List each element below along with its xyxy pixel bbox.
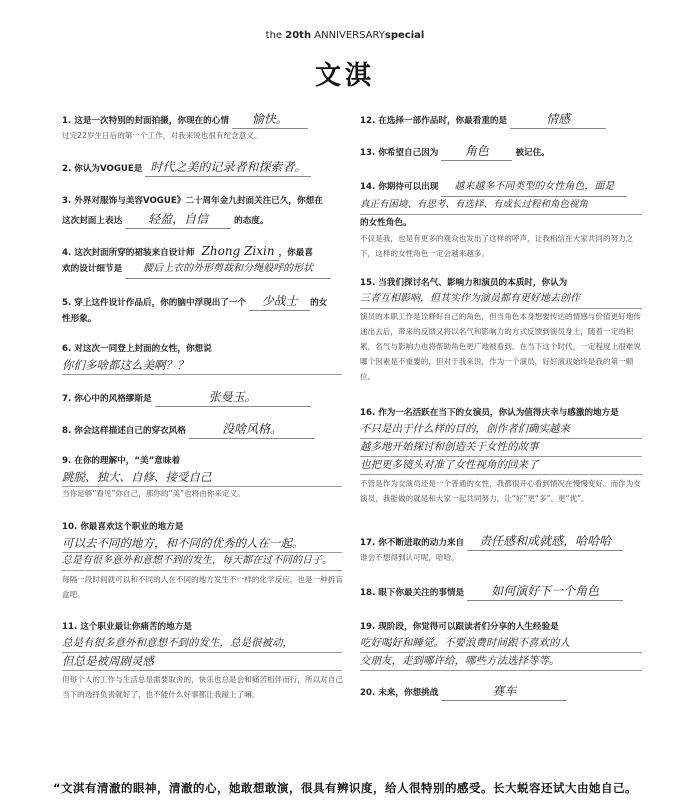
q16-answer-line2: 越多地开始探讨和创造关于女性的故事 xyxy=(360,438,642,457)
q19-answer-line2: 交朋友，走到哪许给，哪些方法选择等等。 xyxy=(360,652,642,671)
q17-note: 谁会不想得到认可呢，哈哈。 xyxy=(360,553,459,562)
q15-prompt: 15. 当我们探讨名气、影响力和演员的本质时，你认为 xyxy=(360,278,568,288)
q2-answer: 时代之美的记录者和探索者。 xyxy=(145,158,311,177)
q19-answer-line1: 吃好喝好和睡觉。不要浪费时间跟不喜欢的人 xyxy=(360,634,642,653)
q18-prompt: 18. 眼下你最关注的事情是 如何演好下一个角色 xyxy=(360,582,623,602)
q17-answer: 责任感和成就感，哈哈哈 xyxy=(467,532,623,551)
q8-answer: 没啥风格。 xyxy=(189,420,315,439)
q20-prompt: 20. 未来，你想挑战 赛车 xyxy=(360,682,567,702)
q14-answer-line1: 越来越多不同类型的女性角色，面是 xyxy=(441,178,627,197)
pull-quote: “文淇有清澈的眼神，清澈的心，她敢想敢演，很具有辨识度，给人很特别的感受。长大蜕容还试大由她自己。 xyxy=(52,781,638,795)
q10-answer-line1: 可以去不同的地方，和不同的优秀的人在一起。 xyxy=(62,534,342,553)
q10-answer-line2: 总是有很多意外和意想不到的发生，每天都在过不同的日子。 xyxy=(62,552,342,571)
q4-designer: Zhong Zixin xyxy=(198,242,279,261)
q14-suffix: 的女性角色。 xyxy=(360,218,412,228)
q4-answer: 腰后上衣的外形剪裁和分绳般呼的形状 xyxy=(125,260,331,279)
q9-prompt: 9. 在你的理解中，“美”意味着 xyxy=(62,456,181,466)
q16-note: 不管是作为女演员还是一个普通的女性，我都很开心看到情况在慢慢变好。而作为女演员，我能做的就是和大家一起共同努力，让“好”更“多”、更“优”。 xyxy=(360,479,641,503)
q3-prompt-line2: 这次封面上表达 轻盈，自信 的态度。 xyxy=(62,210,269,230)
q5-answer: 少战士 xyxy=(249,292,310,311)
q15-note: 演员的本职工作是诠释好自己的角色，但当角色本身想要传达的情感与价值更好地传递出去后，带来的反馈又将以名气和影响力的方式反馈到演员身上，随着一定的积累，名气与影响力也将帮助角色更广地被看到。在当下这个时代，一定程度上很难说哪个因素是不重要的，但对于我来说，作为一个演员，好好演戏始终是我的第一顺位。 xyxy=(360,312,641,381)
q10-prompt: 10. 你最喜欢这个职业的地方是 xyxy=(62,522,184,532)
q11-note: 但每个人的工作与生活总是需要取舍的，快乐也总是会和痛苦相伴而行，所以对自己当下的选择负责就好了，也不能什么好事都让我碰上了嘛。 xyxy=(62,675,343,699)
q3-answer: 轻盈，自信 xyxy=(125,210,231,229)
q16-prompt: 16. 作为一名活跃在当下的女演员，你认为值得庆幸与感激的地方是 xyxy=(360,408,619,418)
q18-answer: 如何演好下一个角色 xyxy=(467,582,623,601)
anniversary-header: the 20th ANNIVERSARYspecial xyxy=(265,30,425,41)
q14-prompt: 14. 你期待可以出现 越来越多不同类型的女性角色，面是 xyxy=(360,178,627,197)
q14-answer-line2: 真正有困境、有思考、有选择、有成长过程和角色视角 xyxy=(360,196,642,215)
q5-prompt: 5. 穿上这件设计作品后，你的脑中浮现出了一个 少战士 的女 xyxy=(62,292,327,312)
page-title: 文淇 xyxy=(314,61,375,91)
q5-prompt-line2: 性形象。 xyxy=(62,314,97,324)
q11-prompt: 11. 这个职业最让你痛苦的地方是 xyxy=(62,622,192,632)
q14-note: 不仅是我，也是有更多的观众也发出了这样的呼声，让我相信在大家共同的努力之下，这样的女性角色一定会越来越多。 xyxy=(360,234,634,258)
q9-answer: 跳脱、独大、自修、接受自己 xyxy=(62,468,342,487)
q20-answer: 赛车 xyxy=(441,682,567,701)
q6-prompt: 6. 对这次一同登上封面的女性，你想说 xyxy=(62,344,212,354)
q11-answer-line2: 但总是被周剧灵感 xyxy=(62,652,342,671)
q16-answer-line1: 不只是出于什么样的目的，创作者们确实越来 xyxy=(360,420,642,439)
q4-prompt-line2: 欢的设计细节是 腰后上衣的外形剪裁和分绳般呼的形状 xyxy=(62,260,331,279)
q15-answer: 三者互相影响，但其实作为演员都有更好地去创作 xyxy=(360,290,642,309)
q8-prompt: 8. 你会这样描述自己的穿衣风格 没啥风格。 xyxy=(62,420,315,440)
q1-answer: 愉快。 xyxy=(232,110,308,129)
q7-answer: 张曼玉。 xyxy=(155,388,311,407)
q11-answer-line1: 总是有很多意外和意想不到的发生，总是很被动， xyxy=(62,634,342,653)
q6-answer: 你们多啥都这么美啊？？ xyxy=(62,356,342,375)
q12-answer: 情感 xyxy=(510,110,606,129)
q17-prompt: 17. 你不断进取的动力来自 责任感和成就感，哈哈哈 xyxy=(360,532,623,552)
q2-prompt: 2. 你认为VOGUE是 时代之美的记录者和探索者。 xyxy=(62,158,311,178)
q19-prompt: 19. 现阶段，你觉得可以跟读者们分享的人生经验是 xyxy=(360,622,559,632)
q1-prompt: 1. 这是一次特别的封面拍摄，你现在的心情 愉快。 xyxy=(62,110,308,130)
q3-prompt: 3. 外界对服饰与美容VOGUE》二十周年金九封面关注已久，你想在 xyxy=(62,196,323,206)
q13-prompt: 13. 你希望自己因为 角色 被记住。 xyxy=(360,142,550,162)
q12-prompt: 12. 在选择一部作品时，你最看重的是 情感 xyxy=(360,110,606,130)
q4-prompt: 4. 这次封面所穿的裙装来自设计师 Zhong Zixin ，你最喜 xyxy=(62,242,313,262)
q7-prompt: 7. 你心中的风格缪斯是 张曼玉。 xyxy=(62,388,311,408)
q1-note: 过完22岁生日后的第一个工作，对我来说也很有纪念意义。 xyxy=(62,131,262,140)
q9-note: 当你足够“看见”你自己，那你的“美”也将由你来定义。 xyxy=(62,489,245,498)
q13-answer: 角色 xyxy=(441,142,512,161)
q10-note: 每隔一段时间就可以和不同的人在不同的地方发生不一样的化学反应，也是一种拆盲盒吧。 xyxy=(62,575,343,599)
q16-answer-line3: 也把更多镜头对准了女性视角的回来了 xyxy=(360,456,642,475)
